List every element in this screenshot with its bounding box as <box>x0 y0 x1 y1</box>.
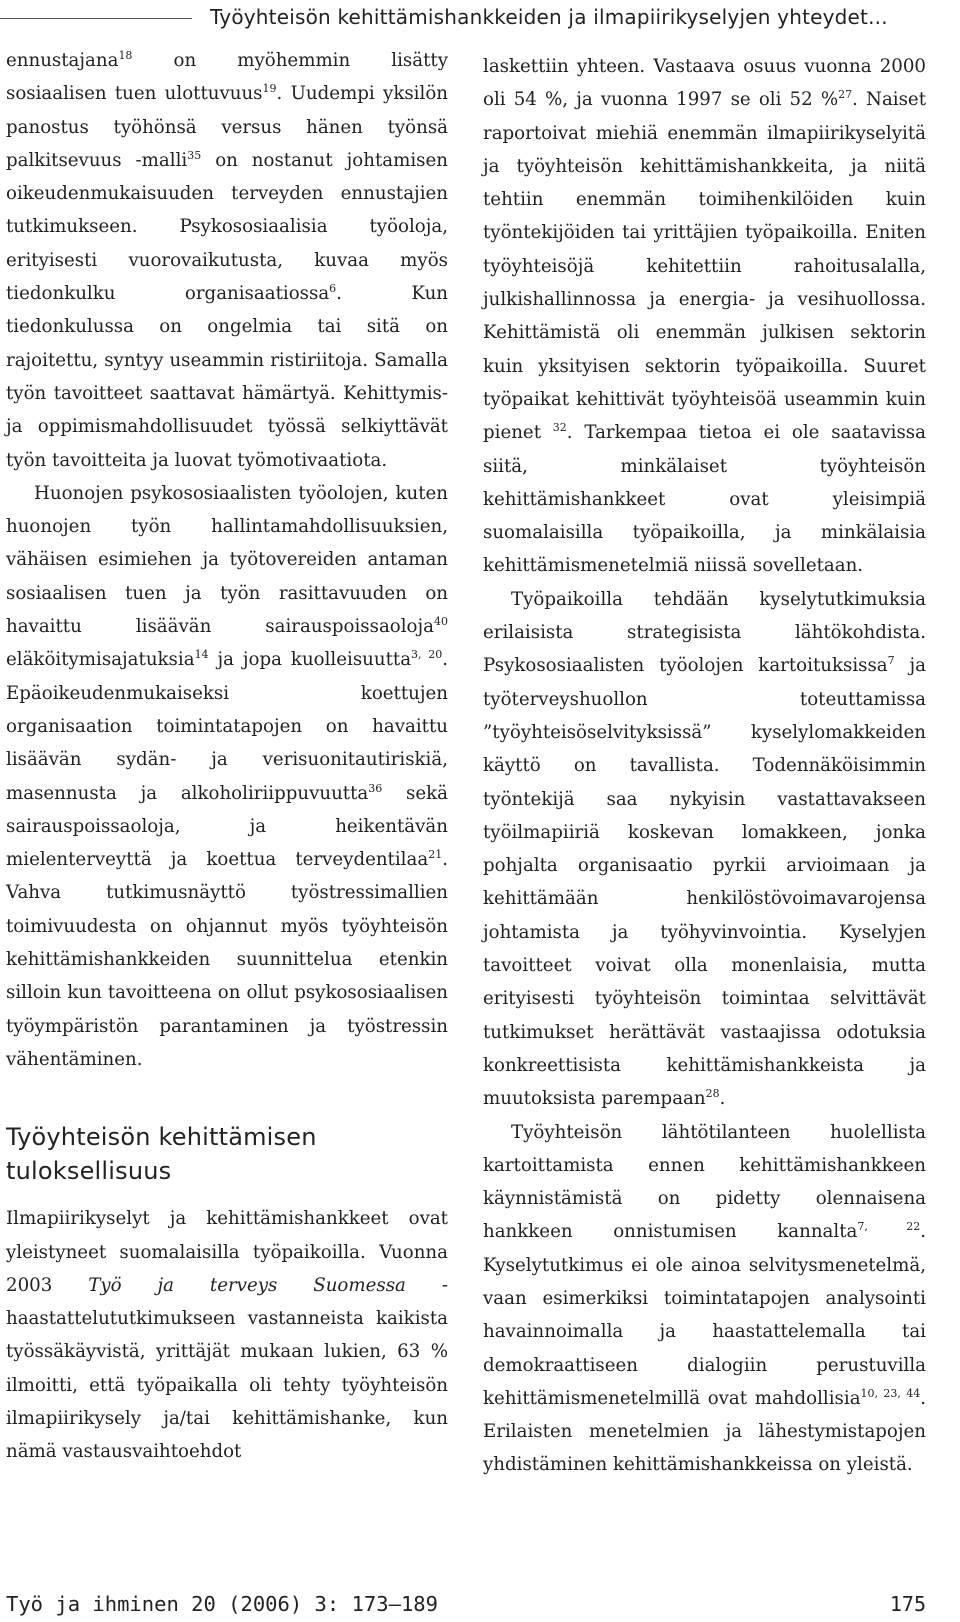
citation: 21 <box>428 848 443 862</box>
citation: 3, 20 <box>411 648 443 662</box>
citation: 36 <box>368 781 383 795</box>
paragraph: Työyhteisön lähtötilanteen huolellista kartoittamista ennen kehittämishankkeen käynnistämistä on pidetty olennaisena hankkeen onnistumisen kannalta$^{7, 22}$. Kyselytutkimus ei ole ainoa selvitysmenetelmä, vaan esimerkiksi toimintatapojen analysointi havainnoimalla ja haastattelemalla tai demokraattiseen dialogiin perustuvilla kehittämismenetelmillä ovat mahdollisia$^{10, 23, 44}$. Erilaisten menetelmien ja lähestymistapojen yhdistäminen kehittämishankkeissa on yleistä. <box>483 1121 926 1476</box>
running-title: Työyhteisön kehittämishankkeiden ja ilmapiirikyselyjen yhteydet... <box>210 5 888 29</box>
citation: 18 <box>118 48 133 62</box>
right-column <box>483 50 926 1482</box>
citation: 35 <box>187 148 202 162</box>
paragraph: ennustajana$^{18}$ on myöhemmin lisätty sosiaalisen tuen ulottuvuus$^{19}$. Uudempi yksilön panostus työhönsä versus hänen työnsä palkitsevuus -malli$^{35}$ on nostanut johtamisen oikeudenmukaisuuden terveyden ennustajien tutkimukseen. Psykososiaalisia työoloja, erityisesti vuorovaikutusta, kuvaa myös tiedonkulku organisaatiossa$^6$. Kun tiedonkulussa on ongelmia tai sitä on rajoitettu, syntyy useammin ristiriitoja. Samalla työn tavoitteet saattavat hämärtyä. Kehittymis- ja oppimismahdollisuudet työssä selkiyttävät työn tavoitteita ja luovat työmotivaatiota. <box>6 48 448 471</box>
publication-title: Työ ja terveys Suomessa <box>88 1274 406 1296</box>
journal-citation: Työ ja ihminen 20 (2006) 3: 173—189 <box>6 1592 438 1616</box>
citation: 28 <box>705 1087 720 1101</box>
citation: 7, 22 <box>857 1220 921 1234</box>
citation: 40 <box>434 614 448 628</box>
citation: 27 <box>838 88 853 102</box>
paragraph: Ilmapiirikyselyt ja kehittämishankkeet ovat yleistyneet suomalaisilla työpaikoilla. Vuonna 2003 Työ ja terveys Suomessa -haastattelututkimukseen vastanneista kaikista työssäkäyvistä, yrittäjät mukaan lukien, 63 % ilmoitti, että työpaikalla oli tehty työyhteisön ilmapiirikysely ja/tai kehittämishanke, kun nämä vastausvaihtoehdot <box>6 1208 448 1463</box>
citation: 32 <box>552 421 567 435</box>
paragraph: Työpaikoilla tehdään kyselytutkimuksia erilaisista strategisista lähtökohdista. Psykososiaalisten työolojen kartoituksissa$^7$ ja työterveyshuollon toteuttamissa ”työyhteisöselvityksissä” kyselylomakkeiden käyttö on tavallista. Todennäköisimmin työntekijä saa nykyisin vastattavakseen työilmapiiriä koskevan lomakkeen, jonka pohjalta organisaatio pyrkii arvioimaan ja kehittämään henkilöstövoimavarojensa johtamista ja työhyvinvointia. Kyselyjen tavoitteet voivat olla monenlaisia, mutta erityisesti työyhteisön toimintaa selvittävät tutkimukset herättävät vastaajissa odotuksia konkreettisista kehittämishankkeista ja muutoksista parempaan$^{28}$. <box>483 588 927 1110</box>
page-number: 175 <box>889 1592 926 1616</box>
citation: 6 <box>329 282 337 296</box>
paragraph: Huonojen psykososiaalisten työolojen, kuten huonojen työn hallintamahdollisuuksien, vähäisen esimiehen ja työtovereiden antaman sosiaalisen tuen ja työn rasittavuuden on havaittu lisäävän sairauspoissaoloja$^{40}$ eläköitymisajatuksia$^{14}$ ja jopa kuolleisuutta$^{3, 20}$. Epäoikeudenmukaiseksi koettujen organisaation toimintatapojen on havaittu lisäävän sydän- ja verisuonitautiriskiä, masennusta ja alkoholiriippuvuutta$^{36}$ sekä sairauspoissaoloja, ja heikentävän mielenterveyttä ja koettua terveydentilaa$^{21}$. Vahva tutkimusnäyttö työstressimallien toimivuudesta on ohjannut myös työyhteisön kehittämishankkeiden suunnittelua etenkin silloin kun tavoitteena on ollut psykososiaalisen työympäristön parantaminen ja työstressin vähentäminen. <box>6 482 448 1070</box>
paragraph: laskettiin yhteen. Vastaava osuus vuonna 2000 oli 54 %, ja vuonna 1997 se oli 52 %$^{27}$. Naiset raportoivat miehiä enemmän ilmapiirikyselyitä ja työyhteisön kehittämishankkeita, ja niitä tehtiin enemmän toimihenkilöiden kuin työntekijöiden tai yrittäjien työpaikoilla. Eniten työyhteisöjä kehitettiin rahoitusalalla, julkishallinnossa ja energia- ja vesihuollossa. Kehittämistä oli enemmän julkisen sektorin kuin yksityisen sektorin työpaikoilla. Suuret työpaikat kehittivät työyhteisöä useammin kuin pienet $^{32}$. Tarkempaa tietoa ei ole saatavissa siitä, minkälaiset työyhteisön kehittämishankkeet ovat yleisimpiä suomalaisilla työpaikoilla, ja minkälaisia kehittämismenetelmiä niissä sovelletaan. <box>483 56 927 577</box>
left-column <box>6 44 448 1469</box>
citation: 10, 23, 44 <box>860 1386 921 1400</box>
header-rule <box>0 18 192 19</box>
section-heading: Työyhteisön kehittämisen tuloksellisuus <box>6 1123 317 1186</box>
citation: 7 <box>887 654 895 668</box>
citation: 14 <box>194 648 209 662</box>
citation: 19 <box>262 82 277 96</box>
